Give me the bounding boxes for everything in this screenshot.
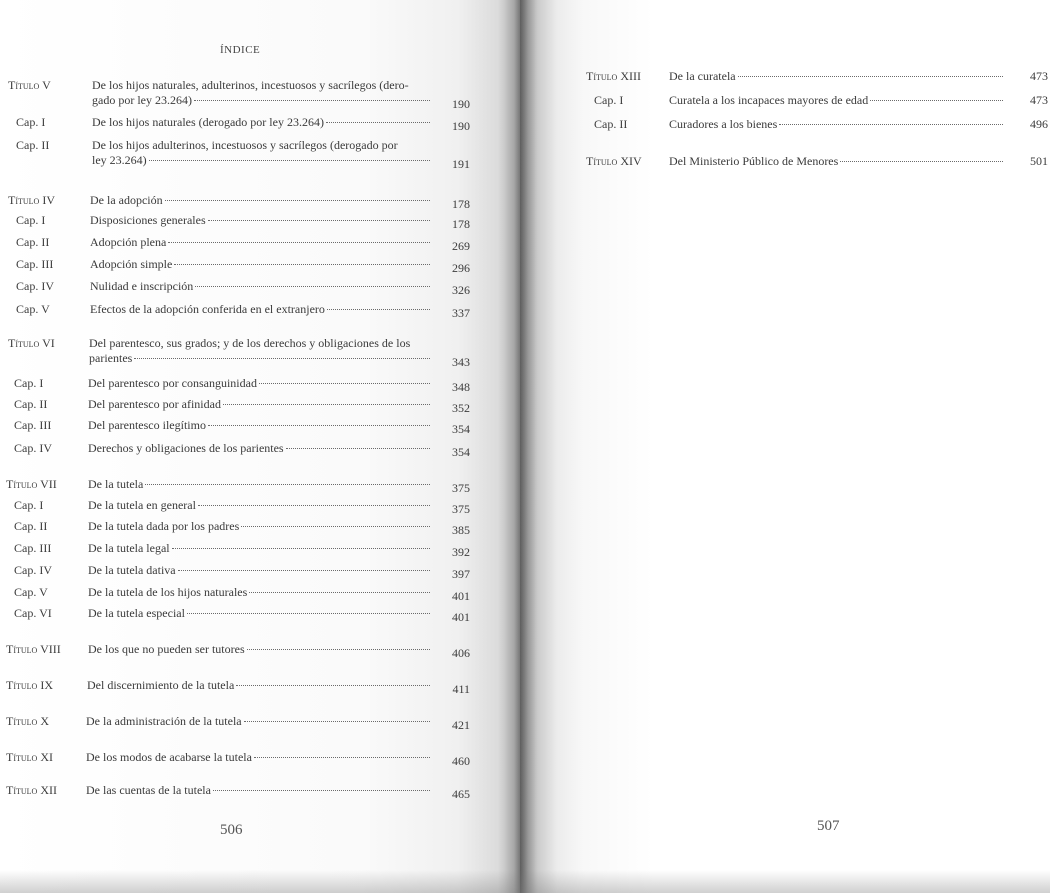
title-label: Título V xyxy=(8,78,51,92)
chapter-label: Cap. I xyxy=(16,115,46,129)
dot-leader xyxy=(208,219,430,221)
entry-line: Del discernimiento de la tutela xyxy=(87,678,235,692)
entry-text xyxy=(90,193,432,208)
dot-leader xyxy=(244,720,430,722)
dot-leader xyxy=(247,648,430,650)
dot-leader xyxy=(738,75,1003,77)
entry-line: Del parentesco ilegítimo xyxy=(88,418,206,432)
dot-leader xyxy=(779,123,1003,125)
entry-text xyxy=(90,257,432,272)
page-number: 401 xyxy=(452,610,470,624)
chapter-label: Cap. IV xyxy=(16,279,54,293)
chapter-label: Cap. I xyxy=(14,498,44,512)
dot-leader xyxy=(259,382,430,384)
dot-leader xyxy=(187,612,430,614)
dot-leader xyxy=(249,591,430,593)
chapter-label: Cap. IV xyxy=(14,441,52,455)
chapter-label: Cap. VI xyxy=(14,606,52,620)
page-number: 473 xyxy=(1030,69,1048,83)
dot-leader xyxy=(236,684,430,686)
title-label: Título IX xyxy=(6,678,53,692)
entry-text xyxy=(88,563,432,578)
entry-text xyxy=(88,397,432,412)
chapter-label: Cap. II xyxy=(14,519,48,533)
dot-leader xyxy=(254,756,430,758)
entry-text xyxy=(88,519,432,534)
entry-text xyxy=(88,376,432,391)
entry-line: Adopción simple xyxy=(90,257,173,271)
entry-text xyxy=(669,93,1005,108)
entry-line: Del parentesco por consanguinidad xyxy=(88,376,257,390)
dot-leader xyxy=(134,357,430,359)
page-number: 392 xyxy=(452,545,470,559)
title-label: Título XIV xyxy=(586,154,642,168)
dot-leader xyxy=(174,263,430,265)
entry-text xyxy=(86,750,432,765)
page-number: 421 xyxy=(452,718,470,732)
running-head: ÍNDICE xyxy=(220,44,261,56)
entry-line: Disposiciones generales xyxy=(90,213,206,227)
page-number: 190 xyxy=(452,97,470,111)
title-label: Título VIII xyxy=(6,642,61,656)
dot-leader xyxy=(241,525,430,527)
dot-leader xyxy=(194,99,430,101)
dot-leader xyxy=(840,160,1003,162)
page-number: 354 xyxy=(452,422,470,436)
entry-text xyxy=(90,302,432,317)
left-page xyxy=(0,0,520,893)
page-number: 401 xyxy=(452,589,470,603)
entry-line: Derechos y obligaciones de los parientes xyxy=(88,441,284,455)
entry-line: Curatela a los incapaces mayores de edad xyxy=(669,93,869,107)
title-label: Título XIII xyxy=(586,69,641,83)
entry-text xyxy=(669,117,1005,132)
page-number: 460 xyxy=(452,754,470,768)
dot-leader xyxy=(286,447,430,449)
chapter-label: Cap. IV xyxy=(14,563,52,577)
chapter-label: Cap. II xyxy=(16,138,50,152)
entry-line: De los modos de acabarse la tutela xyxy=(86,750,252,764)
entry-line: De la tutela dada por los padres xyxy=(88,519,240,533)
page-number: 191 xyxy=(452,157,470,171)
entry-line: De la adopción xyxy=(90,193,163,207)
page-number: 406 xyxy=(452,646,470,660)
entry-line: De la tutela especial xyxy=(88,606,185,620)
chapter-label: Cap. I xyxy=(594,93,624,107)
entry-text xyxy=(88,418,432,433)
page-number: 501 xyxy=(1030,154,1048,168)
chapter-label: Cap. III xyxy=(14,418,52,432)
chapter-label: Cap. II xyxy=(594,117,628,131)
entry-text xyxy=(86,714,432,729)
right-folio: 507 xyxy=(817,818,840,834)
dot-leader xyxy=(223,403,430,405)
title-label: Título VII xyxy=(6,477,57,491)
entry-line: Efectos de la adopción conferida en el extranjero xyxy=(90,302,325,316)
right-page xyxy=(520,0,1050,893)
chapter-label: Cap. V xyxy=(14,585,48,599)
entry-line: De los hijos adulterinos, incestuosos y sacrílegos (derogado por xyxy=(92,138,398,152)
entry-line: Del parentesco, sus grados; y de los derechos y obligaciones de los xyxy=(89,336,411,350)
page-number: 385 xyxy=(452,523,470,537)
entry-line: Del Ministerio Público de Menores xyxy=(669,154,839,168)
entry-line: De la administración de la tutela xyxy=(86,714,242,728)
title-label: Título VI xyxy=(8,336,55,350)
entry-line: Del parentesco por afinidad xyxy=(88,397,221,411)
dot-leader xyxy=(149,159,430,161)
entry-line: De los hijos naturales, adulterinos, incestuosos y sacrílegos (dero- xyxy=(92,78,409,92)
page-number: 269 xyxy=(452,239,470,253)
page-number: 343 xyxy=(452,355,470,369)
entry-text xyxy=(92,138,432,168)
dot-leader xyxy=(870,99,1003,101)
entry-line: gado por ley 23.264) xyxy=(92,93,192,107)
title-label: Título X xyxy=(6,714,49,728)
entry-line: De la tutela legal xyxy=(88,541,170,555)
entry-line: De la tutela xyxy=(88,477,144,491)
chapter-label: Cap. II xyxy=(16,235,50,249)
page-number: 352 xyxy=(452,401,470,415)
dot-leader xyxy=(178,569,430,571)
entry-text xyxy=(88,498,432,513)
page-number: 397 xyxy=(452,567,470,581)
page-number: 178 xyxy=(452,197,470,211)
page-number: 375 xyxy=(452,502,470,516)
page-number: 375 xyxy=(452,481,470,495)
page-number: 354 xyxy=(452,445,470,459)
entry-text xyxy=(87,678,432,693)
book-gutter-shadow xyxy=(498,0,538,893)
chapter-label: Cap. I xyxy=(14,376,44,390)
entry-text xyxy=(669,69,1005,84)
left-folio: 506 xyxy=(220,822,243,838)
entry-line: De la curatela xyxy=(669,69,736,83)
entry-line: De la tutela de los hijos naturales xyxy=(88,585,248,599)
dot-leader xyxy=(208,424,430,426)
page-number: 296 xyxy=(452,261,470,275)
entry-line: De los que no pueden ser tutores xyxy=(88,642,245,656)
entry-line: De los hijos naturales (derogado por ley 23.264) xyxy=(92,115,324,129)
page-number: 473 xyxy=(1030,93,1048,107)
entry-line: De la tutela en general xyxy=(88,498,196,512)
page-number: 326 xyxy=(452,283,470,297)
chapter-label: Cap. I xyxy=(16,213,46,227)
title-label: Título XII xyxy=(6,783,57,797)
dot-leader xyxy=(195,285,430,287)
entry-text xyxy=(90,213,432,228)
title-label: Título IV xyxy=(8,193,55,207)
bottom-edge-shadow xyxy=(0,870,1050,893)
entry-text xyxy=(88,585,432,600)
chapter-label: Cap. V xyxy=(16,302,50,316)
entry-text xyxy=(88,477,432,492)
entry-text xyxy=(90,235,432,250)
title-label: Título XI xyxy=(6,750,53,764)
entry-text xyxy=(89,336,432,366)
entry-line: Curadores a los bienes xyxy=(669,117,778,131)
dot-leader xyxy=(213,789,430,791)
entry-text xyxy=(88,642,432,657)
entry-line: parientes xyxy=(89,351,133,365)
dot-leader xyxy=(145,483,430,485)
entry-text xyxy=(88,606,432,621)
page-number: 411 xyxy=(452,682,470,696)
entry-text xyxy=(92,115,432,130)
chapter-label: Cap. III xyxy=(14,541,52,555)
entry-text xyxy=(86,783,432,798)
page-number: 465 xyxy=(452,787,470,801)
page-number: 190 xyxy=(452,119,470,133)
page-number: 178 xyxy=(452,217,470,231)
chapter-label: Cap. III xyxy=(16,257,54,271)
chapter-label: Cap. II xyxy=(14,397,48,411)
entry-text xyxy=(90,279,432,294)
page-number: 348 xyxy=(452,380,470,394)
entry-text xyxy=(88,541,432,556)
page-number: 496 xyxy=(1030,117,1048,131)
dot-leader xyxy=(326,121,430,123)
entry-text xyxy=(92,78,432,108)
dot-leader xyxy=(168,241,430,243)
page-number: 337 xyxy=(452,306,470,320)
entry-line: ley 23.264) xyxy=(92,153,147,167)
entry-line: Nulidad e inscripción xyxy=(90,279,194,293)
entry-line: Adopción plena xyxy=(90,235,167,249)
dot-leader xyxy=(198,504,430,506)
entry-text xyxy=(88,441,432,456)
entry-line: De las cuentas de la tutela xyxy=(86,783,211,797)
entry-text xyxy=(669,154,1005,169)
dot-leader xyxy=(172,547,430,549)
entry-line: De la tutela dativa xyxy=(88,563,176,577)
dot-leader xyxy=(165,199,430,201)
dot-leader xyxy=(327,308,430,310)
